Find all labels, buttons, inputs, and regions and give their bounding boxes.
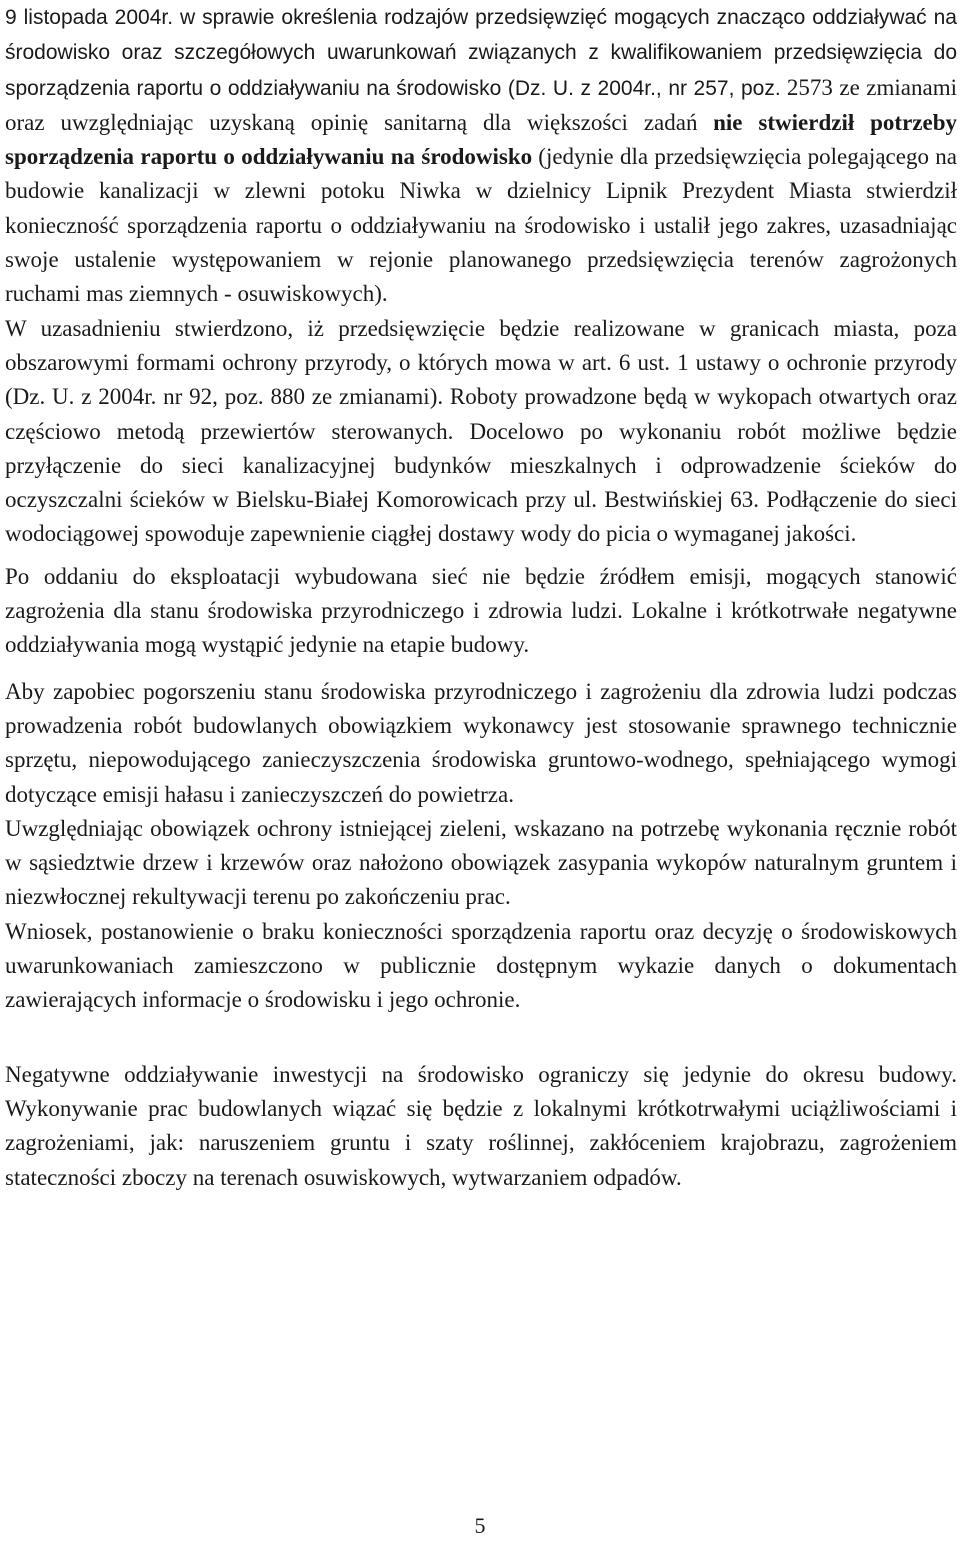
bold-statement: nie stwierdził potrzeby sporządzenia raportu o oddziaływaniu na środowisko bbox=[5, 109, 957, 170]
paragraph-greenery: Uwzględniając obowiązek ochrony istniejącej zieleni, wskazano na potrzebę wykonania ręcznie robót w sąsiedztwie drzew i krzewów oraz nałożono obowiązek zasypania wykopów naturalnym gruntem i niezwłocznej rekultywacji terenu po zakończeniu prac. bbox=[5, 815, 957, 910]
paragraph-text: 9 listopada 2004r. w sprawie określenia rodzajów przedsięwzięć mogących znacząco oddziaływać na środowisko oraz szczegółowych uwarunkowań związanych z kwalifikowaniem przedsięwzięcia do sporządzenia raportu o oddziaływaniu na środowisko (Dz. U. z 2004r., nr 257, poz. bbox=[5, 6, 957, 100]
document-page bbox=[5, 0, 957, 1195]
paragraph-justification: W uzasadnieniu stwierdzono, iż przedsięwzięcie będzie realizowane w granicach miasta, poza obszarowymi formami ochrony przyrody, o których mowa w art. 6 ust. 1 ustawy o ochronie przyrody (Dz. U. z 2004r. nr 92, poz. 880 ze zmianami). Roboty prowadzone będą w wykopach otwartych oraz częściowo metodą przewiertów sterowanych. Docelowo po wykonaniu robót możliwe będzie przyłączenie do sieci kanalizacyjnej budynków mieszkalnych i odprowadzenie ścieków do oczyszczalni ścieków w Bielsku-Białej Komorowicach przy ul. Bestwińskiej 63. Podłączenie do sieci wodociągowej spowoduje zapewnienie ciągłej dostawy wody do picia o wymaganej jakości. bbox=[5, 315, 957, 547]
paragraph-negative-impact: Negatywne oddziaływanie inwestycji na środowisko ograniczy się jedynie do okresu budowy. Wykonywanie prac budowlanych wiązać się będzie z lokalnymi krótkotrwałymi uciążliwościami i zagrożeniami, jak: naruszeniem gruntu i szaty roślinnej, zakłóceniem krajobrazu, zagrożeniem stateczności zboczy na terenach osuwiskowych, wytwarzaniem odpadów. bbox=[5, 1061, 957, 1190]
paragraph-legal-basis bbox=[5, 0, 957, 312]
paragraph-text: (jedynie dla przedsięwzięcia polegającego na budowie kanalizacji w zlewni potoku Niwka w dzielnicy Lipnik Prezydent Miasta stwierdził konieczność sporządzenia raportu o oddziaływaniu na środowisko i ustalił jego zakres, uzasadniając swoje ustalenie występowaniem w rejonie planowanego przedsięwzięcia terenów zagrożonych ruchami mas ziemnych - osuwiskowych). bbox=[5, 144, 958, 307]
page-number: 5 bbox=[474, 1513, 486, 1538]
paragraph-emissions: Po oddaniu do eksploatacji wybudowana sieć nie będzie źródłem emisji, mogących stanowić zagrożenia dla stanu środowiska przyrodniczego i zdrowia ludzi. Lokalne i krótkotrwałe negatywne oddziaływania mogą wystąpić jedynie na etapie budowy. bbox=[5, 563, 957, 658]
paragraph-text: 2573 ze zmianami oraz uwzględniając uzyskaną opinię sanitarną dla większości zadań bbox=[5, 74, 957, 135]
paragraph-publication: Wniosek, postanowienie o braku konieczności sporządzenia raportu oraz decyzję o środowiskowych uwarunkowaniach zamieszczono w publicznie dostępnym wykazie danych o dokumentach zawierających informacje o środowisku i jego ochronie. bbox=[5, 918, 957, 1013]
paragraph-prevention: Aby zapobiec pogorszeniu stanu środowiska przyrodniczego i zagrożeniu dla zdrowia ludzi podczas prowadzenia robót budowlanych obowiązkiem wykonawcy jest stosowanie sprawnego technicznie sprzętu, niepowodującego zanieczyszczenia środowiska gruntowo-wodnego, spełniającego wymogi dotyczące emisji hałasu i zanieczyszczeń do powietrza. bbox=[5, 678, 957, 807]
